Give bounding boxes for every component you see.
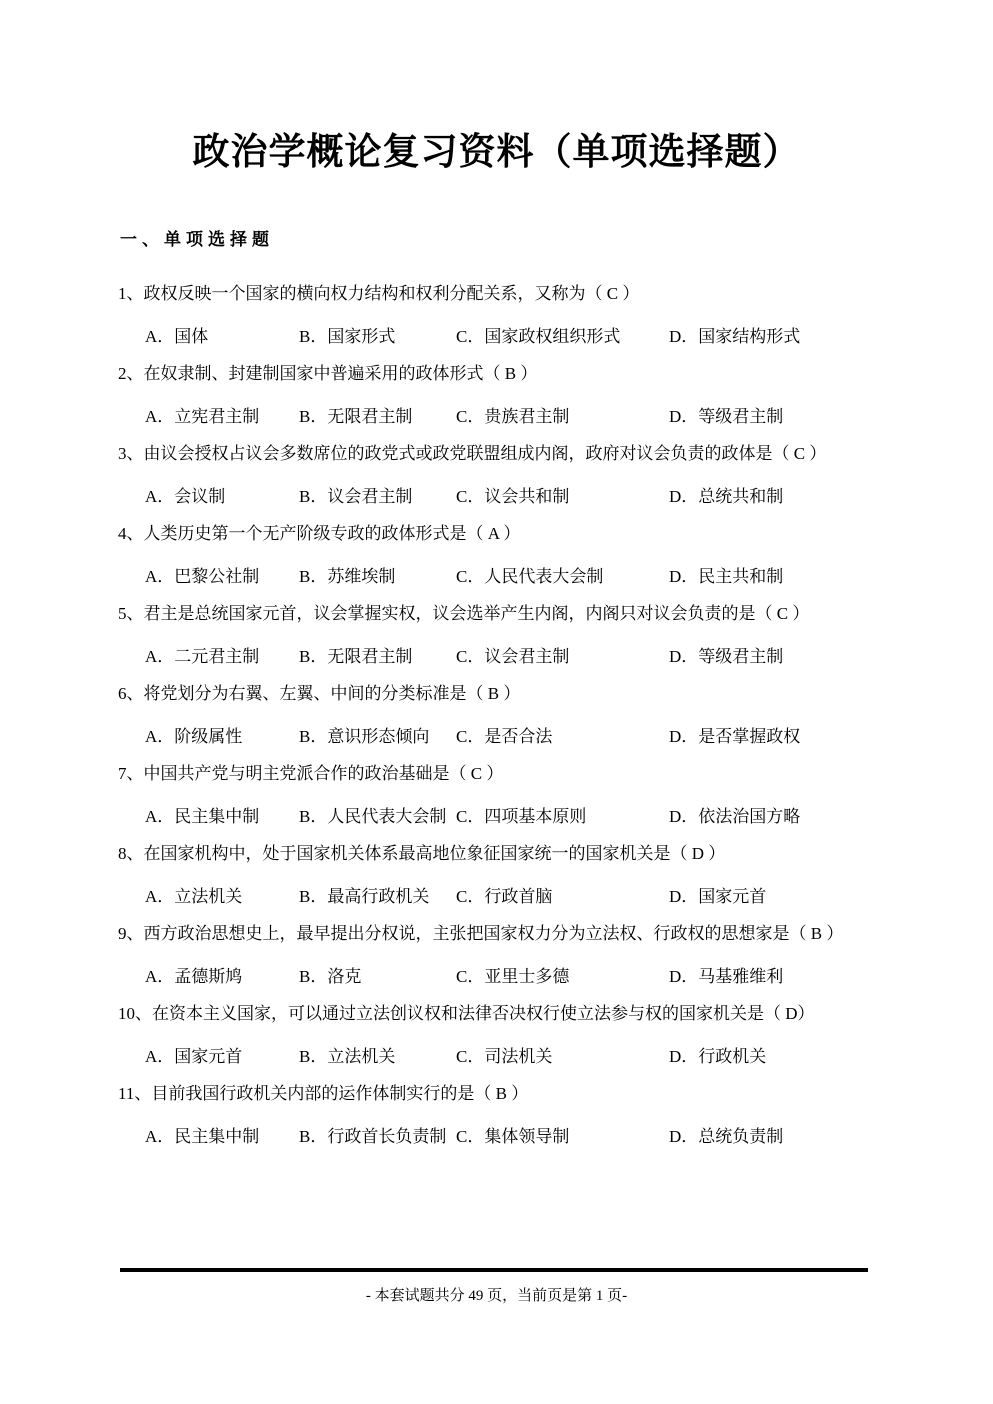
document-title: 政治学概论复习资料（单项选择题） <box>192 132 801 173</box>
question-block <box>118 834 893 914</box>
question-stem-line <box>118 1074 893 1114</box>
question-stem: 在国家机构中，处于国家机关体系最高地位象征国家统一的国家机关是（ D ） <box>143 844 726 863</box>
option-d: D．是否掌握政权 <box>669 726 801 746</box>
option-c: C．议会君主制 <box>456 646 570 666</box>
question-stem-line <box>118 674 893 714</box>
questions-list <box>118 274 893 1154</box>
option-a: A．国家元首 <box>145 1046 243 1066</box>
question-options-line <box>118 394 893 434</box>
question-stem-line <box>118 274 893 314</box>
option-c: C．司法机关 <box>456 1046 553 1066</box>
question-number: 1、 <box>118 284 144 303</box>
option-d: D．国家结构形式 <box>669 326 801 346</box>
question-options-line <box>118 474 893 514</box>
question-options-line <box>118 954 893 994</box>
option-a: A．立法机关 <box>145 886 243 906</box>
option-c: C．人民代表大会制 <box>456 566 604 586</box>
option-a: A．立宪君主制 <box>145 406 260 426</box>
question-options-line <box>118 714 893 754</box>
option-b: B．人民代表大会制 <box>299 806 447 826</box>
question-block <box>118 354 893 434</box>
question-block <box>118 754 893 834</box>
question-number: 10、 <box>118 1004 152 1023</box>
option-d: D．总统负责制 <box>669 1126 784 1146</box>
option-a: A．民主集中制 <box>145 806 260 826</box>
question-number: 4、 <box>118 524 144 543</box>
question-stem-line <box>118 434 893 474</box>
question-stem-line <box>118 594 893 634</box>
question-stem: 由议会授权占议会多数席位的政党式或政党联盟组成内阁，政府对议会负责的政体是（ C ） <box>143 444 827 463</box>
question-stem: 在奴隶制、封建制国家中普遍采用的政体形式（ B ） <box>143 364 538 383</box>
option-b: B．议会君主制 <box>299 486 413 506</box>
option-c: C．四项基本原则 <box>456 806 587 826</box>
question-number: 7、 <box>118 764 144 783</box>
question-stem-line <box>118 834 893 874</box>
question-number: 2、 <box>118 364 144 383</box>
question-options-line <box>118 794 893 834</box>
question-stem-line <box>118 914 893 954</box>
option-d: D．马基雅维利 <box>669 966 784 986</box>
option-c: C．议会共和制 <box>456 486 570 506</box>
footer-divider <box>120 1268 868 1272</box>
option-c: C．行政首脑 <box>456 886 553 906</box>
option-c: C．集体领导制 <box>456 1126 570 1146</box>
question-options-line <box>118 554 893 594</box>
question-block <box>118 1074 893 1154</box>
question-stem: 目前我国行政机关内部的运作体制实行的是（ B ） <box>151 1084 529 1103</box>
option-b: B．无限君主制 <box>299 646 413 666</box>
question-block <box>118 594 893 674</box>
question-stem: 将党划分为右翼、左翼、中间的分类标准是（ B ） <box>143 684 521 703</box>
option-d: D．民主共和制 <box>669 566 784 586</box>
question-options-line <box>118 1034 893 1074</box>
question-options-line <box>118 874 893 914</box>
question-block <box>118 994 893 1074</box>
question-options-line <box>118 634 893 674</box>
option-b: B．行政首长负责制 <box>299 1126 447 1146</box>
question-stem-line <box>118 994 893 1034</box>
question-number: 8、 <box>118 844 144 863</box>
option-d: D．等级君主制 <box>669 406 784 426</box>
section-heading: 一、单项选择题 <box>120 230 274 249</box>
option-b: B．立法机关 <box>299 1046 396 1066</box>
question-stem-line <box>118 754 893 794</box>
question-stem: 西方政治思想史上，最早提出分权说，主张把国家权力分为立法权、行政权的思想家是（ B ） <box>143 924 844 943</box>
option-d: D．依法治国方略 <box>669 806 801 826</box>
question-stem: 政权反映一个国家的横向权力结构和权利分配关系，又称为（ C ） <box>143 284 640 303</box>
question-stem: 君主是总统国家元首，议会掌握实权，议会选举产生内阁，内阁只对议会负责的是（ C ） <box>143 604 810 623</box>
option-a: A．国体 <box>145 326 209 346</box>
question-stem: 中国共产党与明主党派合作的政治基础是（ C ） <box>143 764 504 783</box>
option-b: B．国家形式 <box>299 326 396 346</box>
option-a: A．孟德斯鸠 <box>145 966 243 986</box>
option-c: C．国家政权组织形式 <box>456 326 621 346</box>
question-block <box>118 434 893 514</box>
question-number: 11、 <box>118 1084 152 1103</box>
option-b: B．苏维埃制 <box>299 566 396 586</box>
question-stem: 人类历史第一个无产阶级专政的政体形式是（ A ） <box>143 524 521 543</box>
option-b: B．意识形态倾向 <box>299 726 430 746</box>
option-a: A．民主集中制 <box>145 1126 260 1146</box>
question-block <box>118 274 893 354</box>
option-d: D．国家元首 <box>669 886 767 906</box>
question-options-line <box>118 1114 893 1154</box>
option-d: D．总统共和制 <box>669 486 784 506</box>
option-b: B．最高行政机关 <box>299 886 430 906</box>
question-number: 3、 <box>118 444 144 463</box>
question-block <box>118 514 893 594</box>
question-stem: 在资本主义国家，可以通过立法创议权和法律否决权行使立法参与权的国家机关是（ D） <box>152 1004 815 1023</box>
option-c: C．贵族君主制 <box>456 406 570 426</box>
question-number: 5、 <box>118 604 144 623</box>
option-c: C．是否合法 <box>456 726 553 746</box>
question-number: 6、 <box>118 684 144 703</box>
option-c: C．亚里士多德 <box>456 966 570 986</box>
option-b: B．洛克 <box>299 966 362 986</box>
question-options-line <box>118 314 893 354</box>
option-d: D．等级君主制 <box>669 646 784 666</box>
footer-page-info: - 本套试题共分 49 页，当前页是第 1 页- <box>365 1288 628 1304</box>
option-a: A．二元君主制 <box>145 646 260 666</box>
option-d: D．行政机关 <box>669 1046 767 1066</box>
question-number: 9、 <box>118 924 144 943</box>
option-b: B．无限君主制 <box>299 406 413 426</box>
question-block <box>118 914 893 994</box>
question-block <box>118 674 893 754</box>
option-a: A．会议制 <box>145 486 226 506</box>
question-stem-line <box>118 514 893 554</box>
option-a: A．阶级属性 <box>145 726 243 746</box>
option-a: A．巴黎公社制 <box>145 566 260 586</box>
question-stem-line <box>118 354 893 394</box>
